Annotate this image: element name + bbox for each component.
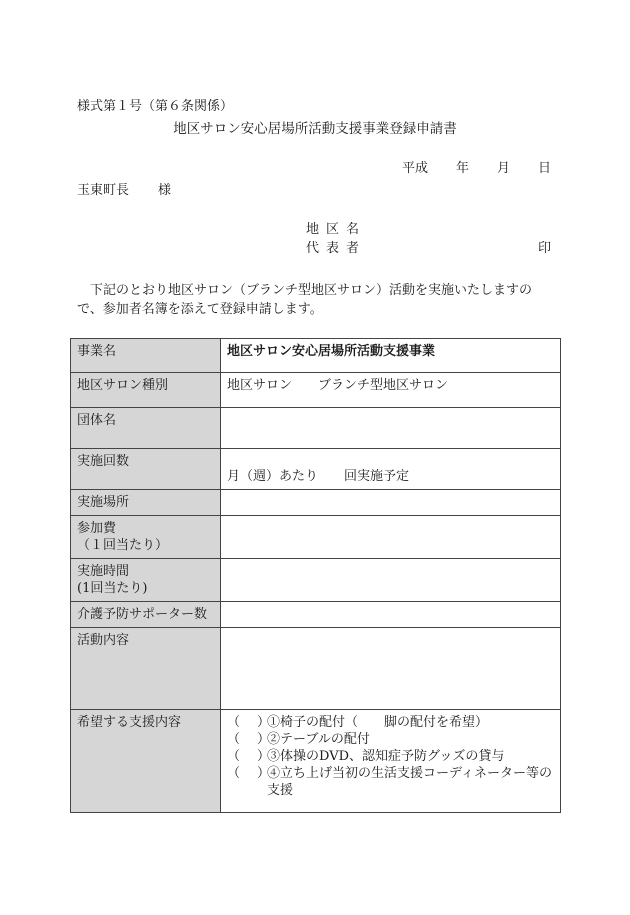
- row-label-project-name: 事業名: [71, 339, 221, 373]
- support-option-tables[interactable]: [227, 731, 554, 748]
- row-value-activity[interactable]: [221, 628, 561, 710]
- table-row: [71, 490, 561, 516]
- row-value-salon-type[interactable]: 地区サロン ブランチ型地区サロン: [221, 373, 561, 408]
- table-row: [71, 516, 561, 559]
- row-value-project-name: 地区サロン安心居場所活動支援事業: [221, 339, 561, 373]
- row-value-group-name[interactable]: [221, 408, 561, 449]
- support-option-coordinator[interactable]: [227, 765, 554, 799]
- row-label-group-name: 団体名: [71, 408, 221, 449]
- date-month: 月: [497, 161, 511, 176]
- form-number: 様式第１号（第６条関係）: [77, 99, 234, 114]
- seal-mark: 印: [538, 241, 552, 256]
- row-label-venue: 実施場所: [71, 490, 221, 516]
- table-row: [71, 710, 561, 813]
- support-option-dvd[interactable]: [227, 748, 554, 765]
- option-text: ③体操のDVD、認知症予防グッズの貸与: [267, 749, 505, 764]
- option-checkbox[interactable]: （ ）: [227, 715, 273, 730]
- row-label-fee: 参加費 （１回当たり）: [71, 516, 221, 559]
- document-title: 地区サロン安心居場所活動支援事業登録申請書: [173, 121, 457, 137]
- option-text: ②テーブルの配付: [267, 732, 370, 747]
- row-value-fee[interactable]: [221, 516, 561, 559]
- district-name-label: 地区名: [306, 222, 367, 237]
- table-row: [71, 602, 561, 628]
- table-row: [71, 373, 561, 408]
- option-checkbox[interactable]: （ ）: [227, 766, 273, 781]
- representative-label: 代表者: [306, 241, 367, 256]
- row-value-frequency[interactable]: 月（週）あたり 回実施予定: [221, 449, 561, 490]
- row-label-duration: 実施時間 (1回当たり): [71, 559, 221, 602]
- row-label-frequency: 実施回数: [71, 449, 221, 490]
- option-checkbox[interactable]: （ ）: [227, 732, 273, 747]
- row-value-venue[interactable]: [221, 490, 561, 516]
- support-option-chairs[interactable]: [227, 714, 554, 731]
- row-label-support: 希望する支援内容: [71, 710, 221, 813]
- option-text: ④立ち上げ当初の生活支援コーディネーター等の支援: [267, 766, 552, 798]
- date-year: 年: [456, 161, 470, 176]
- table-row: [71, 449, 561, 490]
- addressee-honorific: 様: [158, 183, 172, 198]
- option-checkbox[interactable]: （ ）: [227, 749, 273, 764]
- table-row: [71, 628, 561, 710]
- row-label-supporters: 介護予防サポーター数: [71, 602, 221, 628]
- row-value-supporters[interactable]: [221, 602, 561, 628]
- table-row: [71, 339, 561, 373]
- table-row: [71, 559, 561, 602]
- row-label-activity: 活動内容: [71, 628, 221, 710]
- addressee-name: 玉東町長: [77, 183, 130, 198]
- application-table: [70, 338, 561, 813]
- row-value-support: [221, 710, 561, 813]
- row-label-salon-type: 地区サロン種別: [71, 373, 221, 408]
- table-row: [71, 408, 561, 449]
- row-value-duration[interactable]: [221, 559, 561, 602]
- date-day: 日: [538, 161, 552, 176]
- date-era: 平成: [402, 161, 429, 176]
- option-text: ①椅子の配付（ 脚の配付を希望）: [267, 715, 489, 730]
- intro-paragraph: 下記のとおり地区サロン（ブランチ型地区サロン）活動を実施いたしますので、参加者名簿を添えて登録申請します。: [77, 283, 533, 317]
